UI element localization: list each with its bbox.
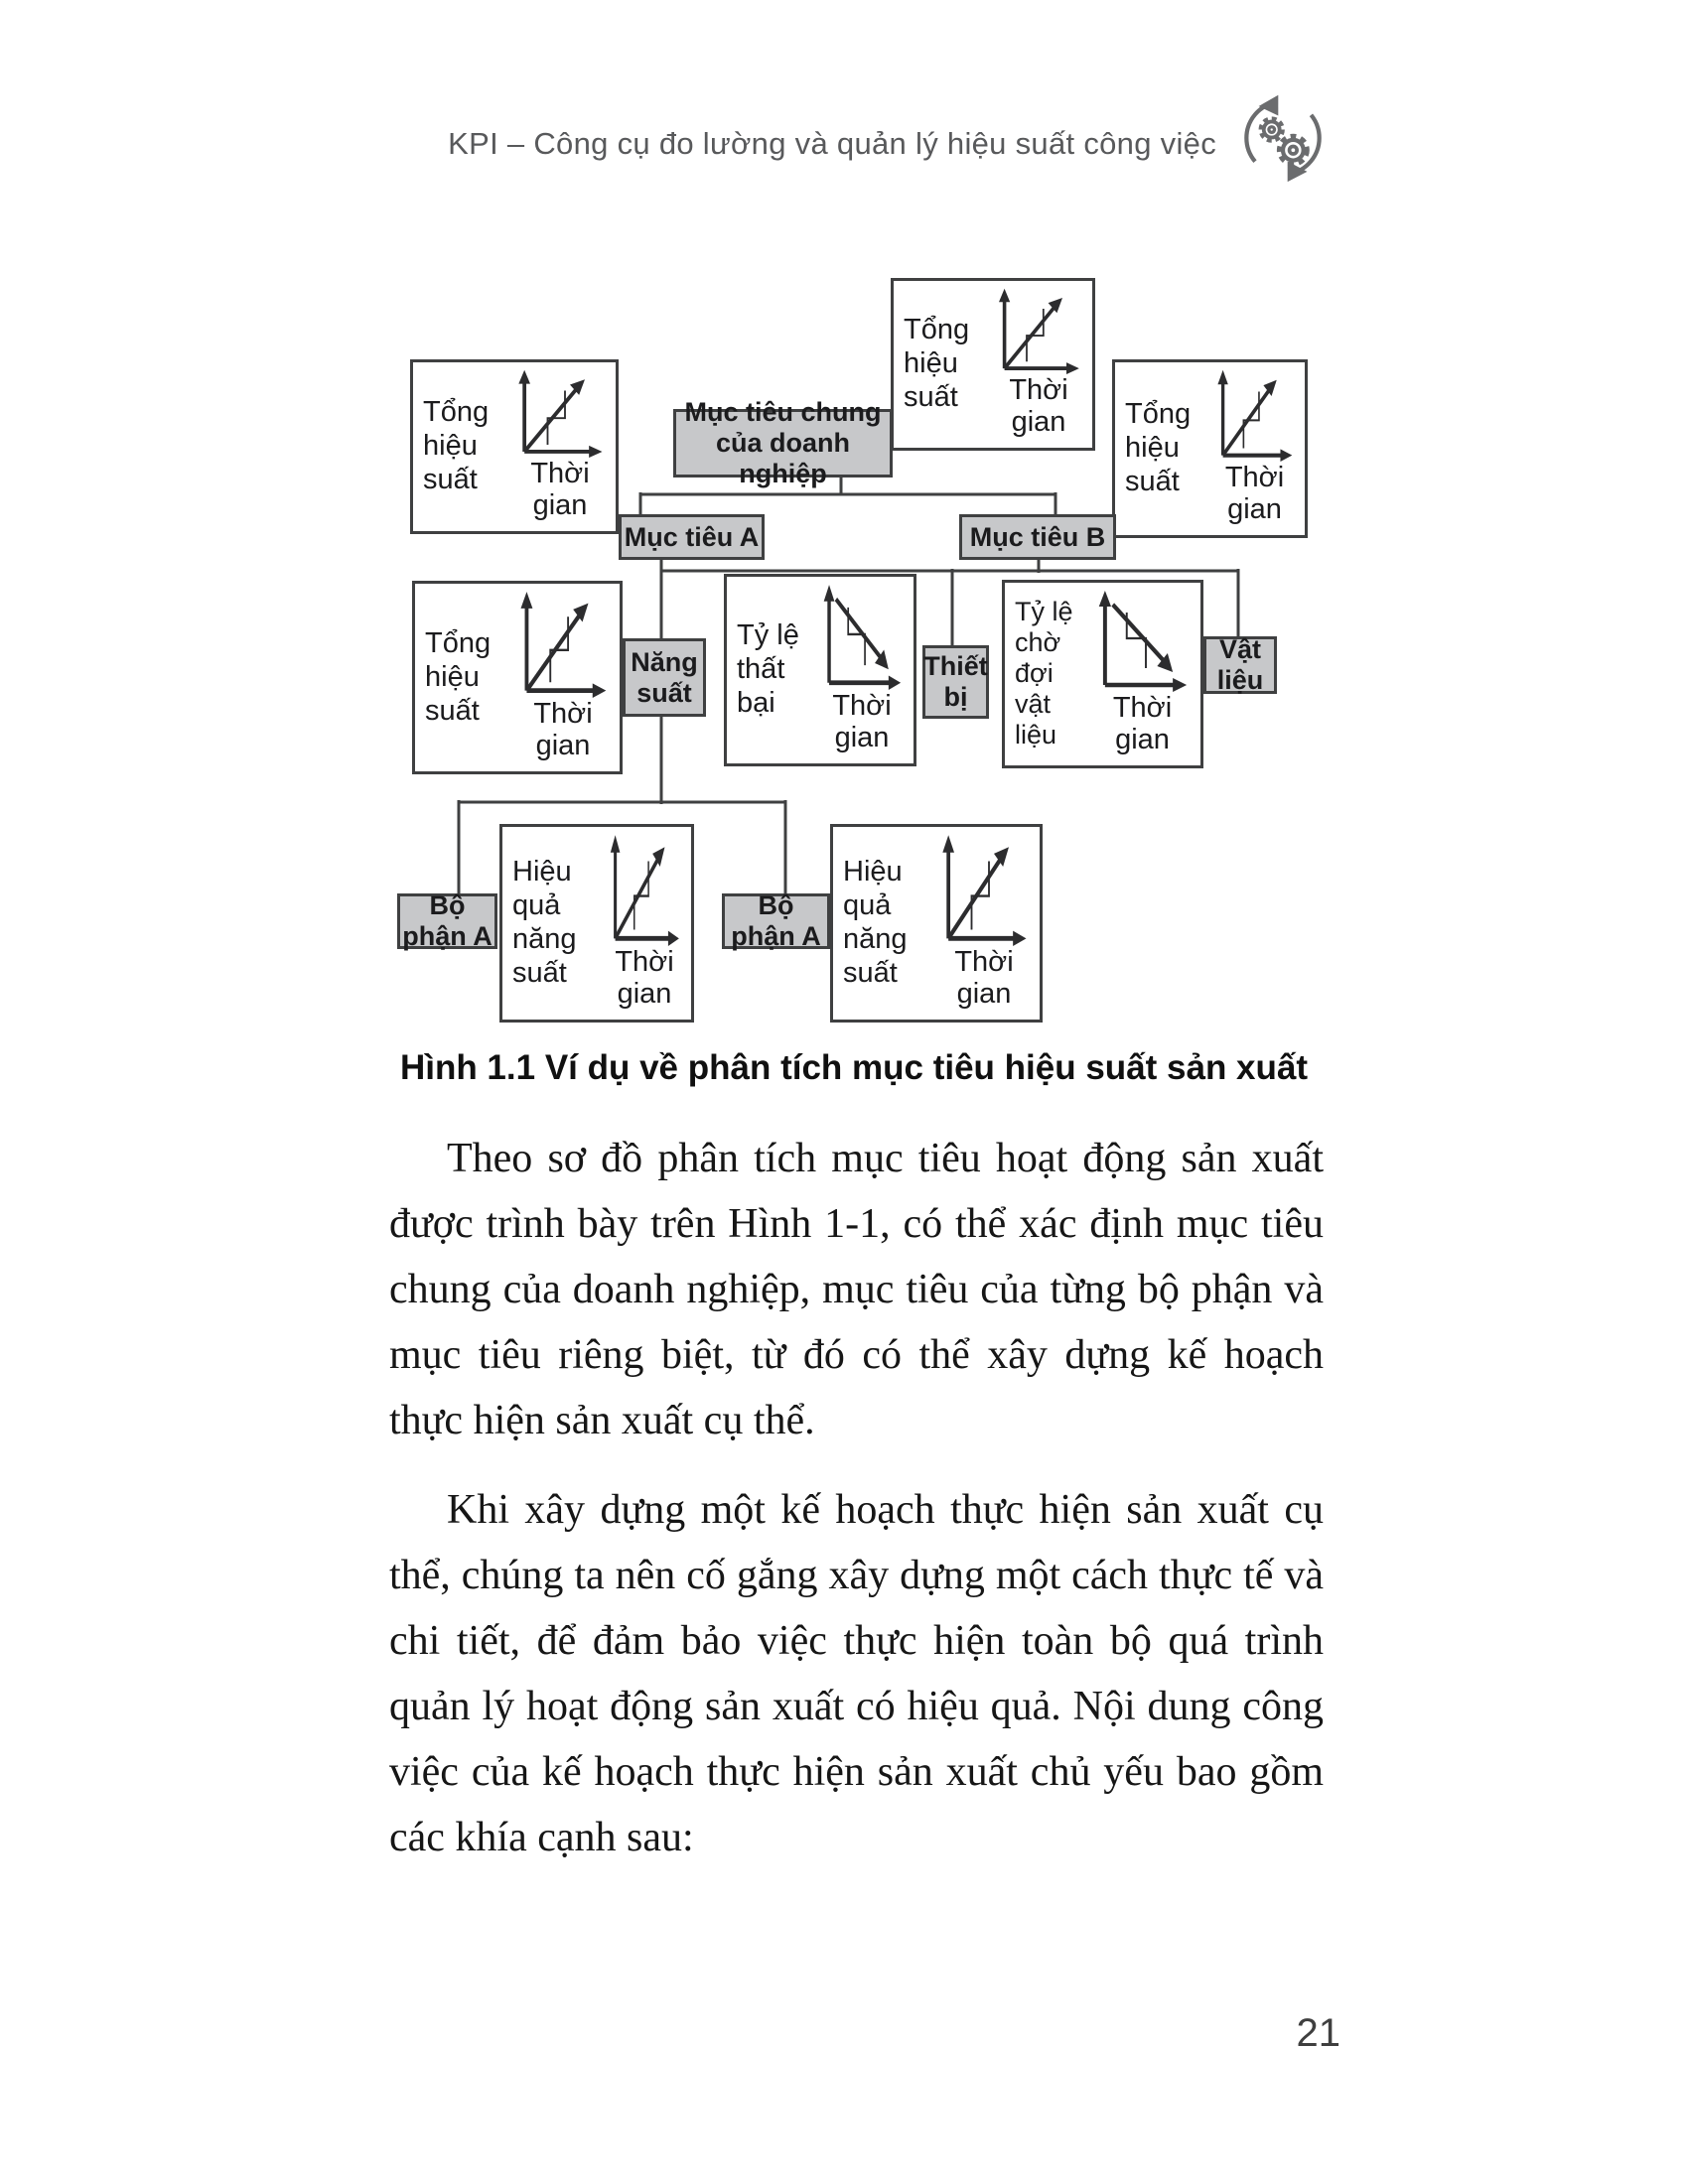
axes-trend-up-icon bbox=[991, 287, 1086, 374]
mini-chart-bottom-right bbox=[830, 824, 1043, 1023]
mini-chart-top-center bbox=[891, 278, 1095, 451]
x-axis-label: Thời gian bbox=[832, 690, 892, 753]
goal-box-thiet-bi bbox=[922, 645, 989, 719]
mini-chart-top-right bbox=[1112, 359, 1308, 538]
y-axis-label: Tỷ lệ chờ đợi vật liệu bbox=[1015, 597, 1073, 750]
x-axis-label: Thời gian bbox=[615, 946, 674, 1010]
mini-chart-bottom-left bbox=[499, 824, 694, 1023]
x-axis-label: Thời gian bbox=[1112, 692, 1173, 755]
body-paragraph: Khi xây dựng một kế hoạch thực hiện sản xuất cụ thể, chúng ta nên cố gắng xây dựng một cách thực tế và chi tiết, để đảm bảo việc thực hiện toàn bộ quá trình quản lý hoạt động sản xuất có hiệu quả. Nội dung công việc của kế hoạch thực hiện sản xuất chủ yếu bao gồm các khía cạnh sau: bbox=[389, 1487, 1324, 1860]
axes-trend-up-icon bbox=[934, 833, 1034, 946]
y-axis-label: Tổng hiệu suất bbox=[425, 626, 492, 727]
axes-trend-up-icon bbox=[510, 368, 610, 458]
goal-box-label: Mục tiêu A bbox=[624, 521, 760, 552]
y-axis-label: Tổng hiệu suất bbox=[1125, 398, 1192, 497]
axes-trend-down-icon bbox=[1090, 589, 1195, 692]
goal-box-label: Bộ phận A bbox=[402, 890, 492, 951]
y-axis-label: Hiệu quả năng suất bbox=[843, 856, 908, 989]
figure-caption: Hình 1.1 Ví dụ về phân tích mục tiêu hiệu suất sản xuất bbox=[399, 1048, 1309, 1087]
goal-box-label: Thiết bị bbox=[923, 651, 988, 712]
mini-chart-mid-center bbox=[724, 574, 916, 766]
x-axis-label: Thời gian bbox=[1224, 462, 1285, 525]
x-axis-label: Thời gian bbox=[533, 698, 593, 761]
goal-box-muc-tieu-a bbox=[619, 514, 765, 560]
goal-box-label: Bộ phận A bbox=[731, 890, 821, 951]
axes-trend-up-icon bbox=[604, 833, 685, 946]
goal-box-label: Vật liệu bbox=[1216, 634, 1264, 695]
goal-box-vat-lieu bbox=[1203, 636, 1277, 694]
goal-box-nang-suat bbox=[623, 638, 706, 717]
body-paragraph: Theo sơ đồ phân tích mục tiêu hoạt động sản xuất được trình bày trên Hình 1-1, có thể xác định mục tiêu chung của doanh nghiệp, mục tiêu của từng bộ phận và mục tiêu riêng biệt, từ đó có thể xây dựng kế hoạch thực hiện sản xuất cụ thể. bbox=[389, 1136, 1324, 1443]
axes-trend-up-icon bbox=[1210, 368, 1299, 462]
x-axis-label: Thời gian bbox=[1009, 374, 1068, 438]
goal-box-bo-phan-a-right bbox=[722, 890, 830, 951]
x-axis-label: Thời gian bbox=[954, 946, 1014, 1010]
mini-chart-mid-right bbox=[1002, 580, 1203, 768]
page-number: 21 bbox=[1296, 2011, 1340, 2055]
running-header-title: KPI – Công cụ đo lường và quản lý hiệu suất công việc bbox=[448, 126, 1216, 161]
x-axis-label: Thời gian bbox=[530, 458, 590, 521]
goal-box-label: Mục tiêu chung của doanh nghiệp bbox=[684, 397, 882, 488]
goal-box-muc-tieu-chung bbox=[673, 397, 893, 488]
y-axis-label: Tỷ lệ thất bại bbox=[737, 619, 799, 719]
goal-box-muc-tieu-b bbox=[959, 514, 1116, 560]
mini-chart-top-left bbox=[410, 359, 619, 534]
axes-trend-down-icon bbox=[816, 583, 908, 690]
y-axis-label: Hiệu quả năng suất bbox=[512, 856, 577, 989]
goal-box-bo-phan-a-left bbox=[397, 890, 497, 951]
y-axis-label: Tổng hiệu suất bbox=[904, 314, 970, 413]
axes-trend-up-icon bbox=[512, 590, 614, 698]
mini-chart-mid-left bbox=[412, 581, 623, 774]
y-axis-label: Tổng hiệu suất bbox=[423, 396, 490, 495]
goal-box-label: Mục tiêu B bbox=[969, 521, 1106, 552]
goal-box-label: Năng suất bbox=[631, 646, 698, 708]
